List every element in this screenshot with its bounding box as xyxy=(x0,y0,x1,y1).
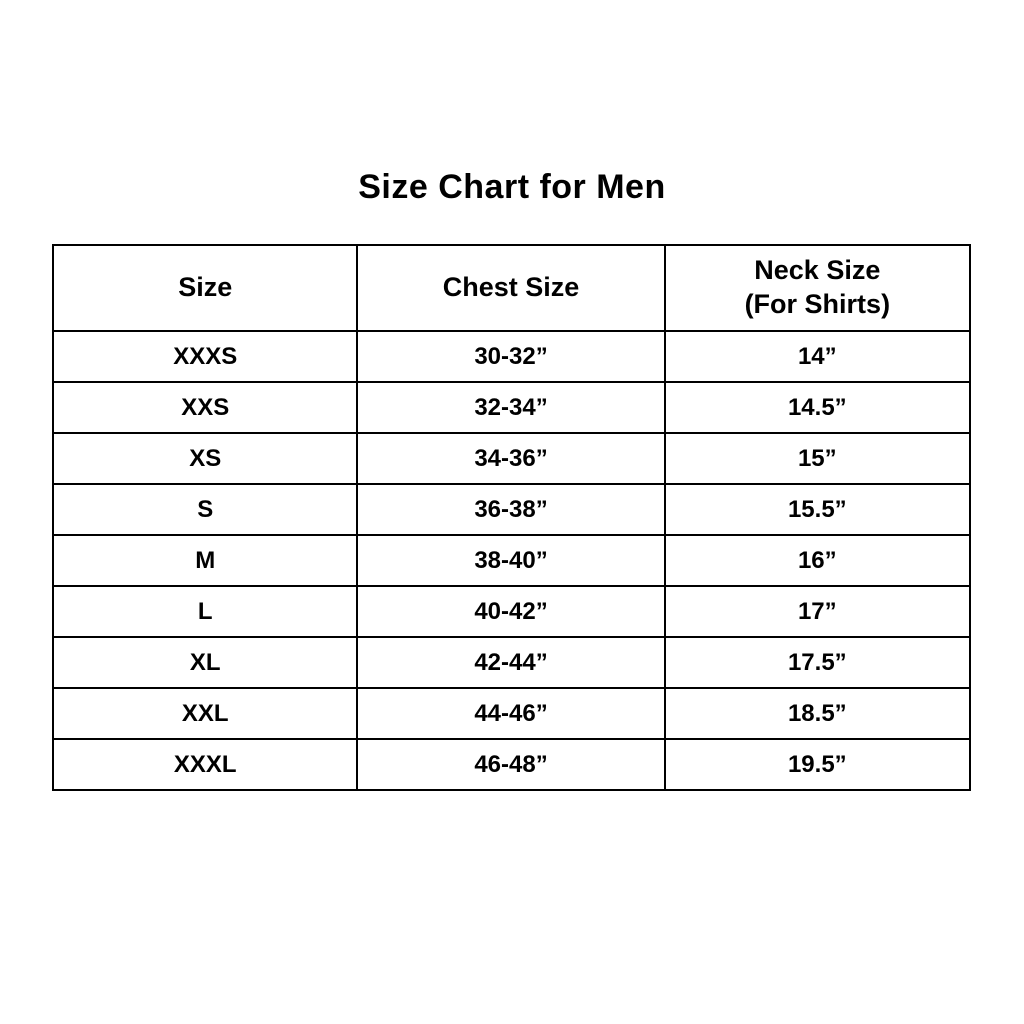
chest-cell: 40-42” xyxy=(357,586,664,637)
table-row xyxy=(53,688,970,739)
page-title: Size Chart for Men xyxy=(358,168,666,206)
table-row xyxy=(53,433,970,484)
size-cell: XS xyxy=(53,433,357,484)
size-cell: L xyxy=(53,586,357,637)
chest-cell: 44-46” xyxy=(357,688,664,739)
size-cell: M xyxy=(53,535,357,586)
column-header-label: Chest Size xyxy=(442,272,580,303)
size-cell: XXXS xyxy=(53,331,357,382)
neck-cell: 15” xyxy=(665,433,970,484)
size-cell: S xyxy=(53,484,357,535)
size-cell: XXS xyxy=(53,382,357,433)
size-chart-table xyxy=(52,244,971,791)
chest-cell: 46-48” xyxy=(357,739,664,790)
neck-cell: 18.5” xyxy=(665,688,970,739)
table-row xyxy=(53,586,970,637)
chest-cell: 30-32” xyxy=(357,331,664,382)
column-header-sublabel: (For Shirts) xyxy=(744,289,891,319)
table-row xyxy=(53,739,970,790)
table-row xyxy=(53,331,970,382)
neck-cell: 17.5” xyxy=(665,637,970,688)
chest-cell: 36-38” xyxy=(357,484,664,535)
table-row xyxy=(53,382,970,433)
column-header-neck-size xyxy=(665,245,970,331)
table-row xyxy=(53,484,970,535)
size-cell: XXL xyxy=(53,688,357,739)
table-row xyxy=(53,637,970,688)
table-row xyxy=(53,535,970,586)
column-header-size xyxy=(53,245,357,331)
column-header-label: Neck Size xyxy=(754,255,881,286)
header-row xyxy=(53,245,970,331)
neck-cell: 14” xyxy=(665,331,970,382)
neck-cell: 16” xyxy=(665,535,970,586)
chest-cell: 32-34” xyxy=(357,382,664,433)
column-header-chest-size xyxy=(357,245,664,331)
chest-cell: 38-40” xyxy=(357,535,664,586)
chest-cell: 42-44” xyxy=(357,637,664,688)
chest-cell: 34-36” xyxy=(357,433,664,484)
size-cell: XL xyxy=(53,637,357,688)
neck-cell: 14.5” xyxy=(665,382,970,433)
neck-cell: 19.5” xyxy=(665,739,970,790)
neck-cell: 17” xyxy=(665,586,970,637)
size-cell: XXXL xyxy=(53,739,357,790)
column-header-label: Size xyxy=(178,272,233,303)
neck-cell: 15.5” xyxy=(665,484,970,535)
